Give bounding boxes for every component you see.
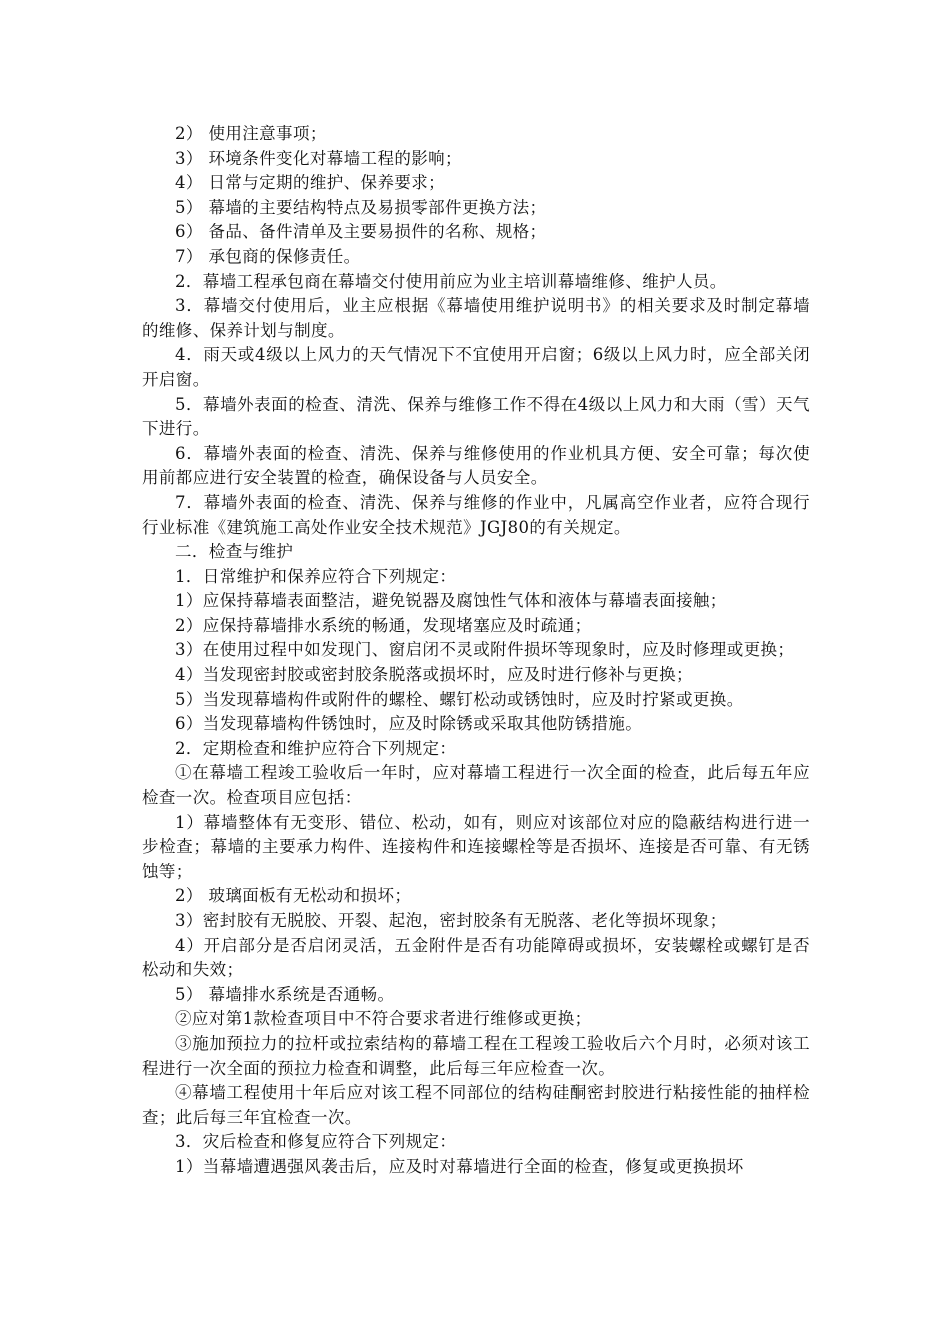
list-item: 4） 日常与定期的维护、保养要求； <box>175 173 446 193</box>
paragraph: ③施加预拉力的拉杆或拉索结构的幕墙工程在工程竣工验收后六个月时，必须对该工程进行一次全面的预拉力检查和调整，此后每三年应检查一次。 <box>142 1033 810 1078</box>
list-item: 6） 备品、备件清单及主要易损件的名称、规格； <box>175 222 547 242</box>
list-item: 2）应保持幕墙排水系统的畅通，发现堵塞应及时疏通； <box>175 615 592 635</box>
section-heading: 二．检查与维护 <box>175 542 294 562</box>
list-item: 2） 玻璃面板有无松动和损坏； <box>175 886 412 906</box>
paragraph: ②应对第1款检查项目中不符合要求者进行维修或更换； <box>175 1009 592 1029</box>
list-item: 1）当幕墙遭遇强风袭击后，应及时对幕墙进行全面的检查，修复或更换损坏 <box>175 1156 744 1176</box>
list-item: 5）当发现幕墙构件或附件的螺栓、螺钉松动或锈蚀时，应及时拧紧或更换。 <box>175 689 744 709</box>
paragraph: 2．幕墙工程承包商在幕墙交付使用前应为业主培训幕墙维修、维护人员。 <box>175 271 727 291</box>
list-item: 6）当发现幕墙构件锈蚀时，应及时除锈或采取其他防锈措施。 <box>175 714 643 734</box>
list-item: 1）应保持幕墙表面整洁，避免锐器及腐蚀性气体和液体与幕墙表面接触； <box>175 591 727 611</box>
list-item: 4）当发现密封胶或密封胶条脱落或损坏时，应及时进行修补与更换； <box>175 665 693 685</box>
list-item: 3）密封胶有无脱胶、开裂、起泡，密封胶条有无脱落、老化等损坏现象； <box>175 911 727 930</box>
paragraph: 3．灾后检查和修复应符合下列规定： <box>175 1132 457 1152</box>
paragraph: ①在幕墙工程竣工验收后一年时，应对幕墙工程进行一次全面的检查，此后每五年应检查一次。检查项目应包括： <box>142 763 810 808</box>
paragraph: 5．幕墙外表面的检查、清洗、保养与维修工作不得在4级以上风力和大雨（雪）天气下进行。 <box>142 394 810 439</box>
list-item: 7） 承包商的保修责任。 <box>175 246 361 266</box>
paragraph: 3．幕墙交付使用后，业主应根据《幕墙使用维护说明书》的相关要求及时制定幕墙的维修、保养计划与制度。 <box>142 296 810 340</box>
list-item: 1）幕墙整体有无变形、错位、松动，如有，则应对该部位对应的隐蔽结构进行进一步检查；幕墙的主要承力构件、连接构件和连接螺栓等是否损坏、连接是否可靠、有无锈蚀等； <box>142 812 810 881</box>
list-item: 2） 使用注意事项； <box>175 124 327 143</box>
list-item: 4）开启部分是否启闭灵活，五金附件是否有功能障碍或损坏，安装螺栓或螺钉是否松动和失效； <box>142 935 810 980</box>
list-item: 3）在使用过程中如发现门、窗启闭不灵或附件损坏等现象时，应及时修理或更换； <box>175 640 795 660</box>
paragraph: 4．雨天或4级以上风力的天气情况下不宜使用开启窗；6级以上风力时，应全部关闭开启窗。 <box>142 345 810 389</box>
paragraph: 1．日常维护和保养应符合下列规定： <box>175 566 457 586</box>
paragraph: 6．幕墙外表面的检查、清洗、保养与维修使用的作业机具方便、安全可靠；每次使用前都应进行安全装置的检查，确保设备与人员安全。 <box>142 443 810 488</box>
paragraph: ④幕墙工程使用十年后应对该工程不同部位的结构硅酮密封胶进行粘接性能的抽样检查；此后每三年宜检查一次。 <box>142 1083 810 1127</box>
list-item: 3） 环境条件变化对幕墙工程的影响； <box>175 148 462 168</box>
list-item: 5） 幕墙的主要结构特点及易损零部件更换方法； <box>175 197 547 217</box>
paragraph: 2．定期检查和维护应符合下列规定： <box>175 738 457 758</box>
list-item: 5） 幕墙排水系统是否通畅。 <box>175 984 395 1004</box>
paragraph: 7．幕墙外表面的检查、清洗、保养与维修的作业中，凡属高空作业者，应符合现行行业标准《建筑施工高处作业安全技术规范》JGJ80的有关规定。 <box>142 492 810 537</box>
document-body <box>142 122 810 1180</box>
